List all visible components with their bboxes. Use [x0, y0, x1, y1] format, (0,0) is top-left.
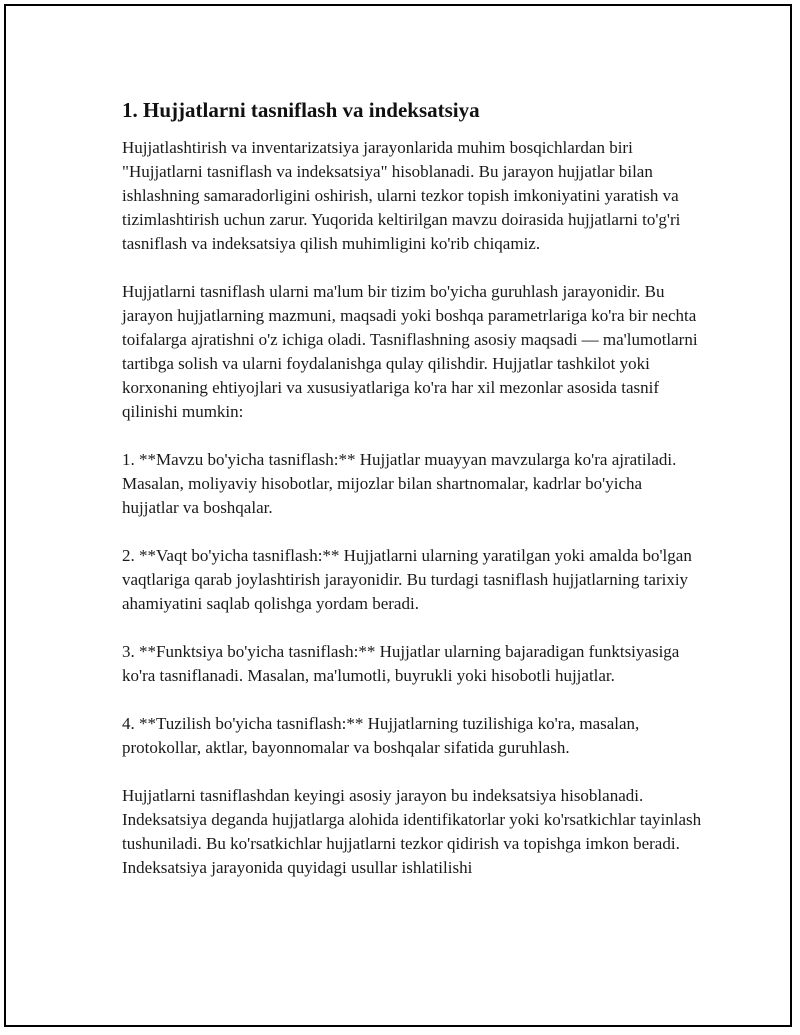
paragraph-indexing: Hujjatlarni tasniflashdan keyingi asosiy jarayon bu indeksatsiya hisoblanadi. Indeksatsiya deganda hujjatlarga alohida identifikatorlar yoki ko'rsatkichlar tayinlash tushuniladi. Bu ko'rsatkichlar hujjatlarni tezkor qidirish va topishga imkon beradi. Indeksatsiya jarayonida quyidagi usullar ishlatilishi: [122, 786, 702, 877]
paragraph-intro: Hujjatlashtirish va inventarizatsiya jarayonlarida muhim bosqichlardan biri "Hujjatlarni tasniflash va indeksatsiya" hisoblanadi. Bu jarayon hujjatlar bilan ishlashning samaradorligini oshirish, ularni tezkor topish imkoniyatini yaratish va tizimlashtirish uchun zarur. Yuqorida keltirilgan mavzu doirasida hujjatlarni to'g'ri tasniflash va indeksatsiya qilish muhimligini ko'rib chiqamiz.: [122, 138, 681, 253]
document-title: 1. Hujjatlarni tasniflash va indeksatsiya: [122, 98, 480, 122]
document-page: [4, 4, 792, 1027]
document-body: [122, 96, 702, 880]
list-item-topic: 1. **Mavzu bo'yicha tasniflash:** Hujjatlar muayyan mavzularga ko'ra ajratiladi. Masalan, moliyaviy hisobotlar, mijozlar bilan shartnomalar, kadrlar bo'yicha hujjatlar va boshqalar.: [122, 450, 677, 517]
list-item-time: 2. **Vaqt bo'yicha tasniflash:** Hujjatlarni ularning yaratilgan yoki amalda bo'lgan vaqtlariga qarab joylashtirish jarayonidir. Bu turdagi tasniflash hujjatlarning tarixiy ahamiyatini saqlab qolishga yordam beradi.: [122, 546, 692, 613]
list-item-structure: 4. **Tuzilish bo'yicha tasniflash:** Hujjatlarning tuzilishiga ko'ra, masalan, protokollar, aktlar, bayonnomalar va boshqalar sifatida guruhlash.: [122, 714, 640, 757]
list-item-function: 3. **Funktsiya bo'yicha tasniflash:** Hujjatlar ularning bajaradigan funktsiyasiga ko'ra tasniflanadi. Masalan, ma'lumotli, buyrukli yoki hisobotli hujjatlar.: [122, 642, 680, 685]
paragraph-classification: Hujjatlarni tasniflash ularni ma'lum bir tizim bo'yicha guruhlash jarayonidir. Bu jarayon hujjatlarning mazmuni, maqsadi yoki boshqa parametrlariga ko'ra bir nechta toifalarga ajratishni o'z ichiga oladi. Tasniflashning asosiy maqsadi — ma'lumotlarni tartibga solish va ularni foydalanishga qulay qilishdir. Hujjatlar tashkilot yoki korxonaning ehtiyojlari va xususiyatlariga ko'ra har xil mezonlar asosida tasnif qilinishi mumkin:: [122, 282, 698, 421]
